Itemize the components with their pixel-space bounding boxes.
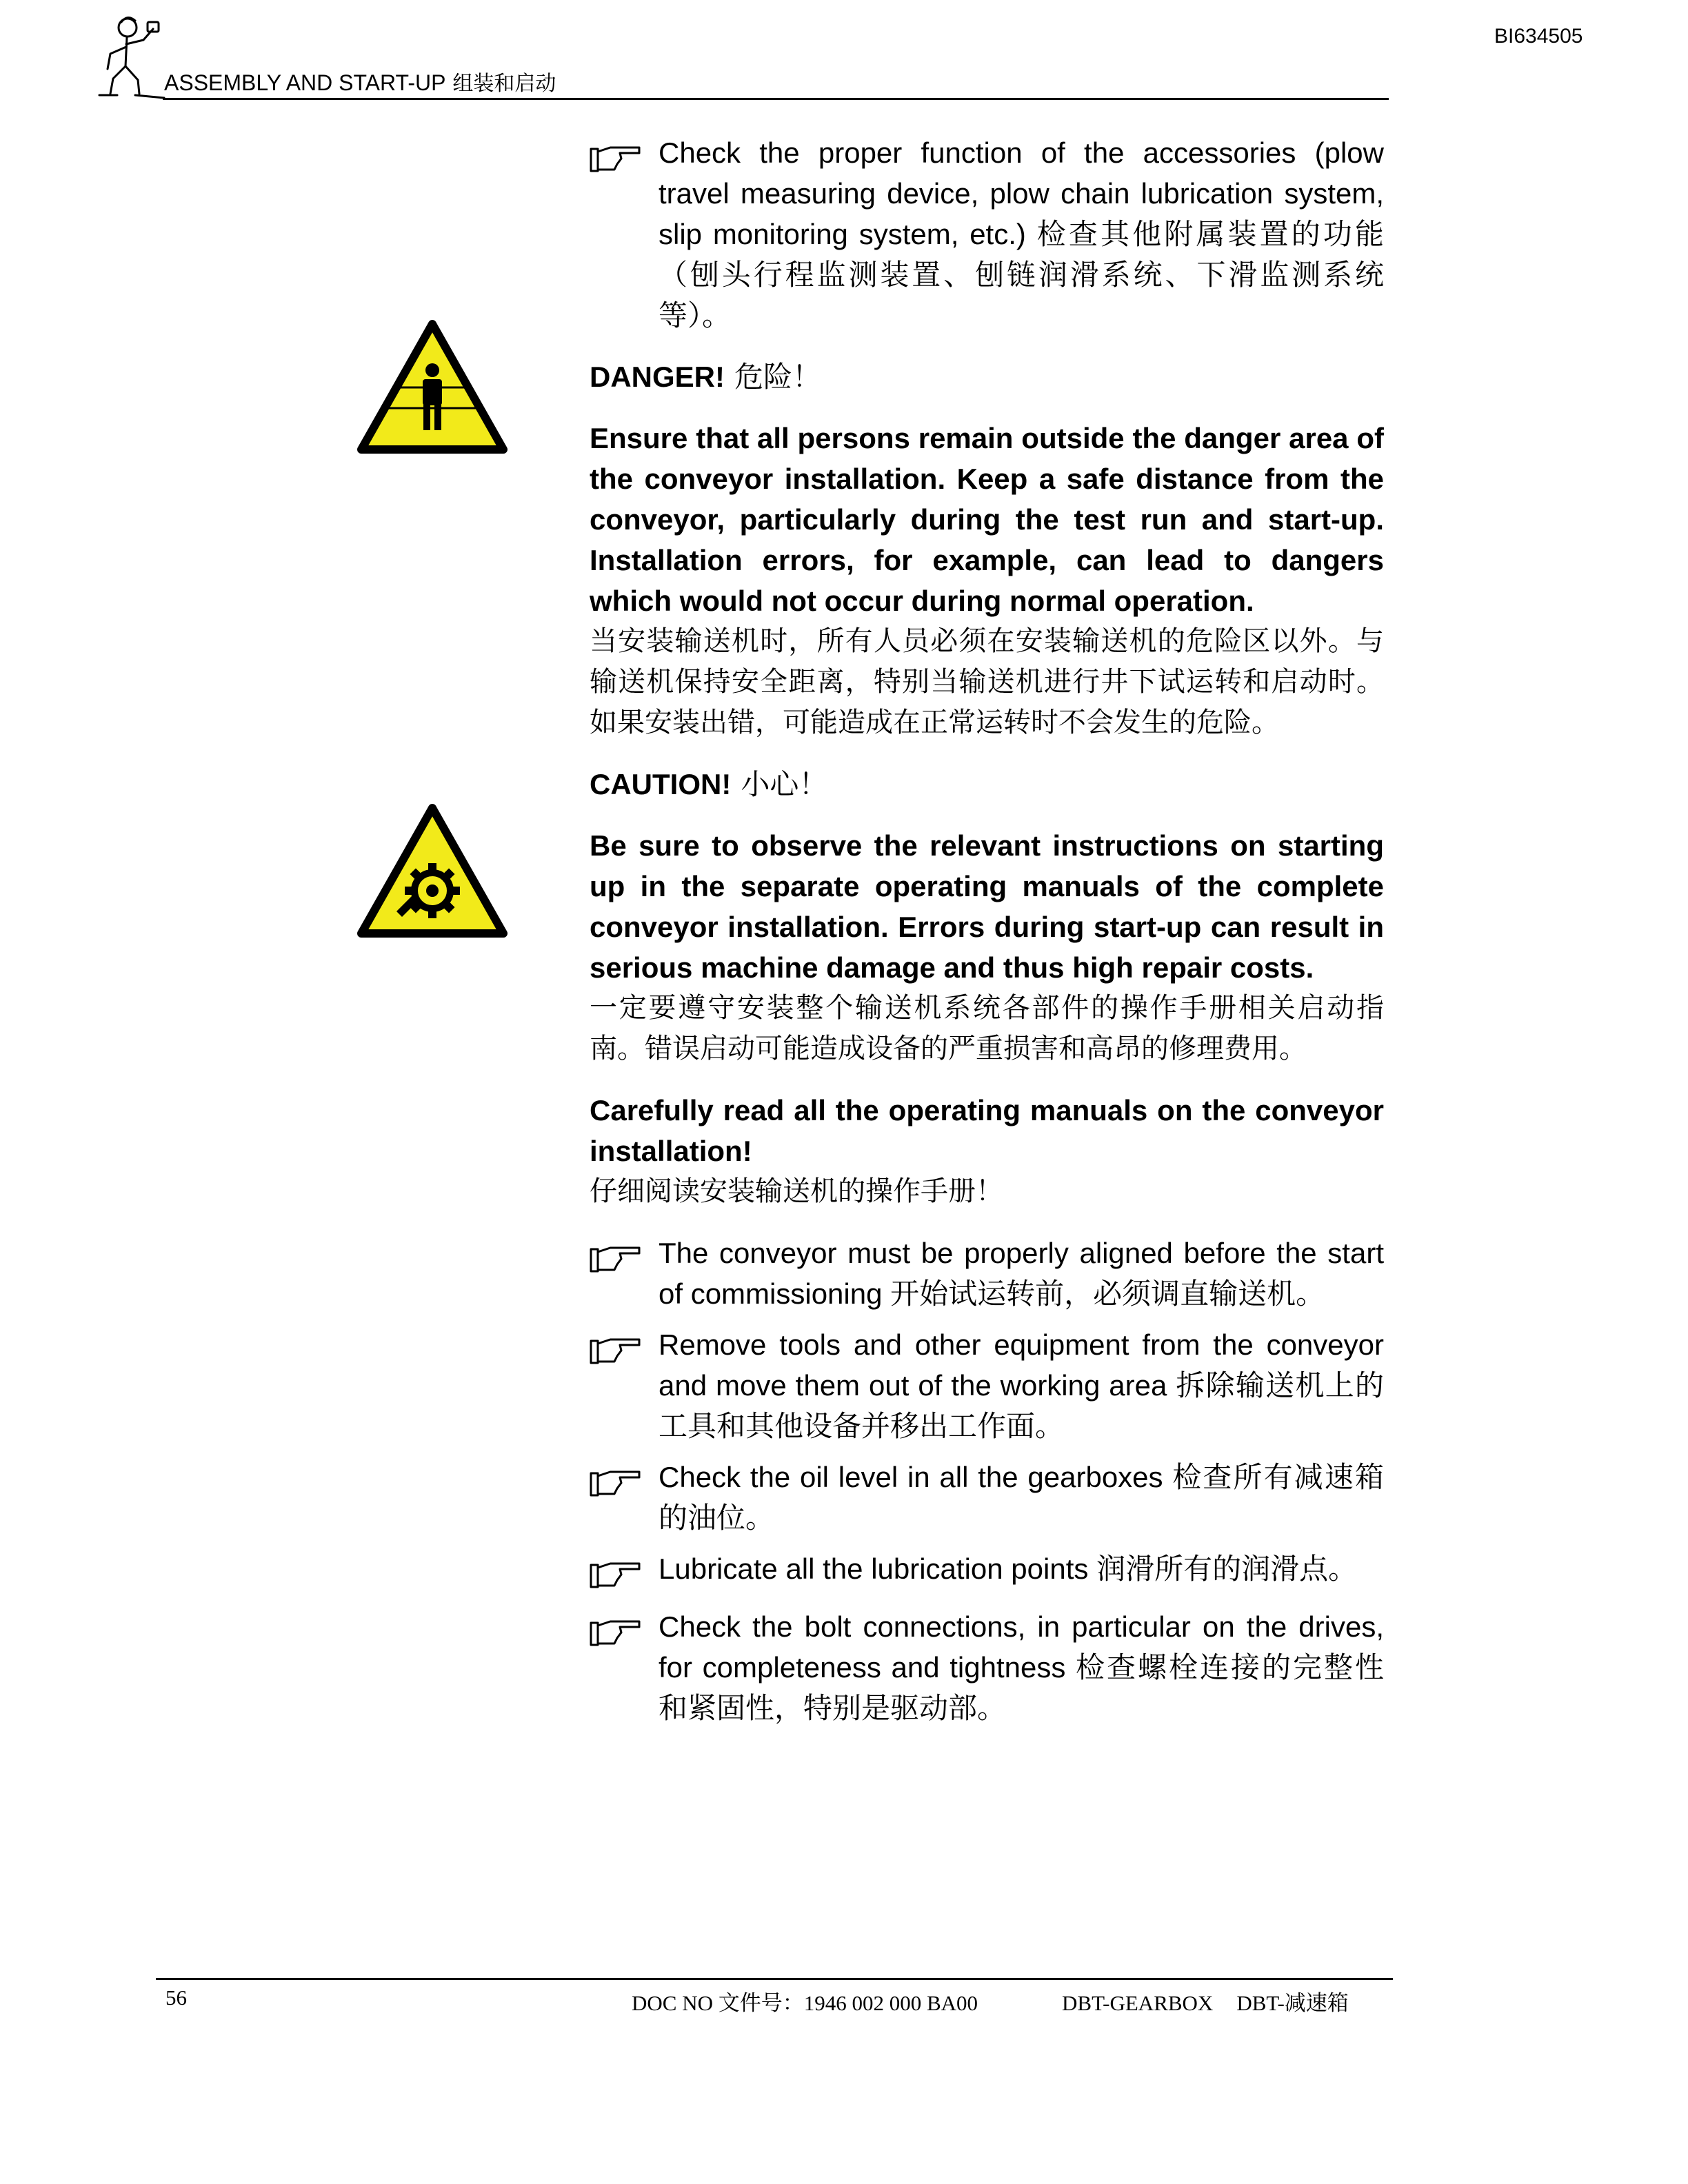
caution-heading-cn: 小心！ (741, 767, 828, 801)
footer-rule (156, 1978, 1393, 1980)
section-title-en: ASSEMBLY AND START-UP (164, 70, 446, 95)
pointing-hand-icon (590, 1555, 642, 1590)
pointing-hand-icon (590, 1613, 642, 1648)
pointing-hand-icon (590, 139, 642, 174)
bullet-check-accessories (590, 132, 1384, 336)
bullet-remove-tools (590, 1324, 1384, 1446)
bullet-text-cn: 检查所有减速箱的油位。 (659, 1460, 1384, 1535)
bullet-text: Lubricate all the lubrication points (659, 1553, 1089, 1585)
document-id: BI634505 (1494, 25, 1583, 48)
bullet-text-cn: 润滑所有的润滑点。 (1096, 1552, 1358, 1586)
doc-number: DOC NO 文件号：1946 002 000 BA00 (632, 1991, 978, 2015)
danger-person-warning-icon (356, 318, 509, 456)
caution-body-cn: 一定要遵守安装整个输送机系统各部件的操作手册相关启动指南。错误启动可能造成设备的严重损害和高昂的修理费用。 (590, 992, 1384, 1064)
read-manuals-note: Carefully read all the operating manuals on the conveyor installation! (590, 1094, 1384, 1167)
worker-figure-icon (90, 12, 165, 102)
bullet-text: Check the proper function of the accessories (plow travel measuring device, plow chain lubrication system, slip monitoring system, etc.) (659, 136, 1384, 250)
caution-body: Be sure to observe the relevant instructions on starting up in the separate operating manuals of the complete conveyor installation. Errors during start-up can result in serious machine damage and thus high repair costs. (590, 829, 1384, 984)
bullet-text-cn: 拆除输送机上的工具和其他设备并移出工作面。 (659, 1368, 1384, 1443)
caution-heading (590, 764, 1384, 805)
main-content (590, 132, 1384, 1728)
bullet-check-oil (590, 1457, 1384, 1538)
pointing-hand-icon (590, 1331, 642, 1366)
bullet-align-conveyor (590, 1233, 1384, 1314)
bullet-text: Check the bolt connections, in particular on the drives, for completeness and tightness (659, 1610, 1384, 1684)
danger-body-cn: 当安装输送机时，所有人员必须在安装输送机的危险区以外。与输送机保持安全距离，特别当输送机进行井下试运转和启动时。如果安装出错，可能造成在正常运转时不会发生的危险。 (590, 625, 1384, 738)
bullet-text-cn: 检查其他附属装置的功能（刨头行程监测装置、刨链润滑系统、下滑监测系统等）。 (659, 217, 1384, 332)
danger-body: Ensure that all persons remain outside the danger area of the conveyor installation. Keep a safe distance from the conveyor, particularly during the test run and start-up. Installation errors, for example, can lead to dangers which would not occur during normal operation. (590, 422, 1384, 617)
caution-gear-warning-icon (356, 802, 509, 940)
caution-heading-en: CAUTION! (590, 768, 732, 800)
product-name-en: DBT-GEARBOX (1062, 1991, 1214, 2015)
header-rule (163, 98, 1389, 100)
product-name-cn: DBT-减速箱 (1236, 1991, 1349, 2015)
bullet-text: The conveyor must be properly aligned before the start of commissioning (659, 1237, 1384, 1310)
product-name (1062, 1985, 1349, 2016)
page-number: 56 (165, 1985, 187, 2010)
pointing-hand-icon (590, 1464, 642, 1498)
bullet-text-cn: 开始试运转前，必须调直输送机。 (890, 1277, 1325, 1311)
pointing-hand-icon (590, 1240, 642, 1274)
danger-heading-en: DANGER! (590, 361, 725, 393)
danger-heading-cn: 危险！ (734, 360, 822, 394)
bullet-check-bolts (590, 1606, 1384, 1728)
bullet-text: Check the oil level in all the gearboxes (659, 1461, 1163, 1493)
section-title-cn: 组装和启动 (452, 72, 556, 96)
bullet-text: Remove tools and other equipment from the conveyor and move them out of the working area (659, 1328, 1384, 1402)
bullet-lubricate (590, 1548, 1384, 1596)
danger-heading (590, 356, 1384, 397)
section-title (164, 66, 556, 97)
bullet-text-cn: 检查螺栓连接的完整性和紧固性，特别是驱动部。 (659, 1650, 1384, 1725)
read-manuals-note-cn: 仔细阅读安装输送机的操作手册！ (590, 1175, 1003, 1207)
